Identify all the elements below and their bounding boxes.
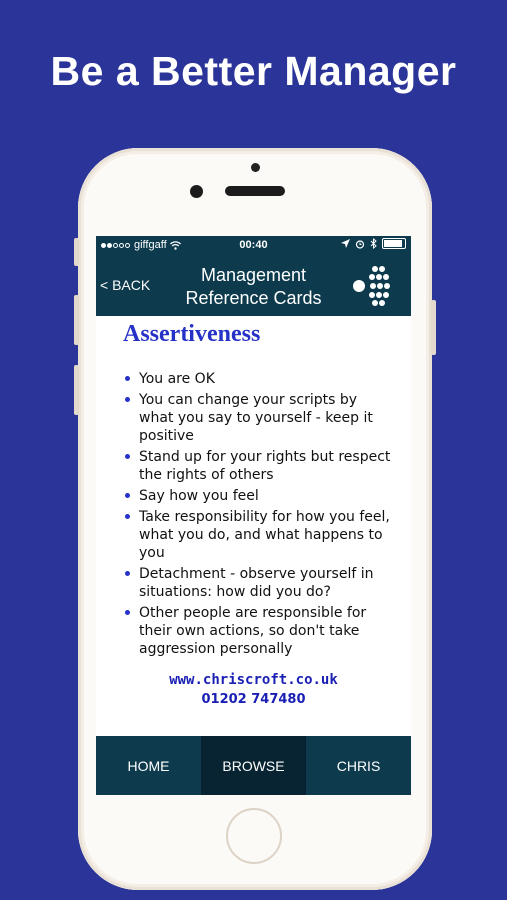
bullet-item: You can change your scripts by what you say to yourself - keep it positive	[124, 391, 394, 445]
front-camera	[251, 163, 260, 172]
battery-icon	[382, 238, 406, 249]
nav-title-line2: Reference Cards	[185, 288, 322, 308]
website-link[interactable]: www.chriscroft.co.uk	[169, 672, 338, 688]
status-time: 00:40	[239, 239, 268, 251]
volume-down-button	[74, 365, 79, 415]
headline: Be a Better Manager	[50, 48, 457, 94]
mute-switch	[74, 238, 79, 266]
tab-chris[interactable]: CHRIS	[336, 757, 381, 774]
tab-bar	[96, 736, 411, 795]
tab-browse[interactable]: BROWSE	[201, 736, 306, 795]
tab-home[interactable]: HOME	[127, 757, 170, 774]
carrier-name: giffgaff	[134, 239, 167, 251]
bullet-list	[124, 370, 394, 661]
back-button[interactable]: < BACK	[100, 277, 151, 293]
bluetooth-icon	[370, 238, 377, 249]
home-hardware-button[interactable]	[226, 808, 282, 864]
phone-screen	[96, 236, 411, 795]
nav-bar	[96, 256, 411, 316]
status-bar	[96, 236, 411, 256]
bullet-item: Detachment - observe yourself in situations: how did you do?	[124, 565, 394, 601]
power-button	[431, 300, 436, 355]
app-logo-icon	[353, 261, 393, 311]
reference-card	[96, 316, 411, 736]
bullet-item: Stand up for your rights but respect the rights of others	[124, 448, 394, 484]
alarm-clock-icon	[355, 239, 365, 249]
nav-title-line1: Management	[200, 265, 307, 285]
card-title: Assertiveness	[123, 321, 261, 347]
status-icons	[341, 238, 406, 249]
bullet-item: Take responsibility for how you feel, what you do, and what happens to you	[124, 508, 394, 562]
camera-lens	[190, 185, 203, 198]
volume-up-button	[74, 295, 79, 345]
earpiece-speaker	[225, 186, 285, 196]
nav-title	[171, 264, 336, 310]
bullet-item: Other people are responsible for their own actions, so don't take aggression personally	[124, 604, 394, 658]
bullet-item: You are OK	[124, 370, 394, 388]
location-arrow-icon	[341, 239, 350, 248]
phone-number-link[interactable]: 01202 747480	[201, 692, 306, 707]
bullet-item: Say how you feel	[124, 487, 394, 505]
